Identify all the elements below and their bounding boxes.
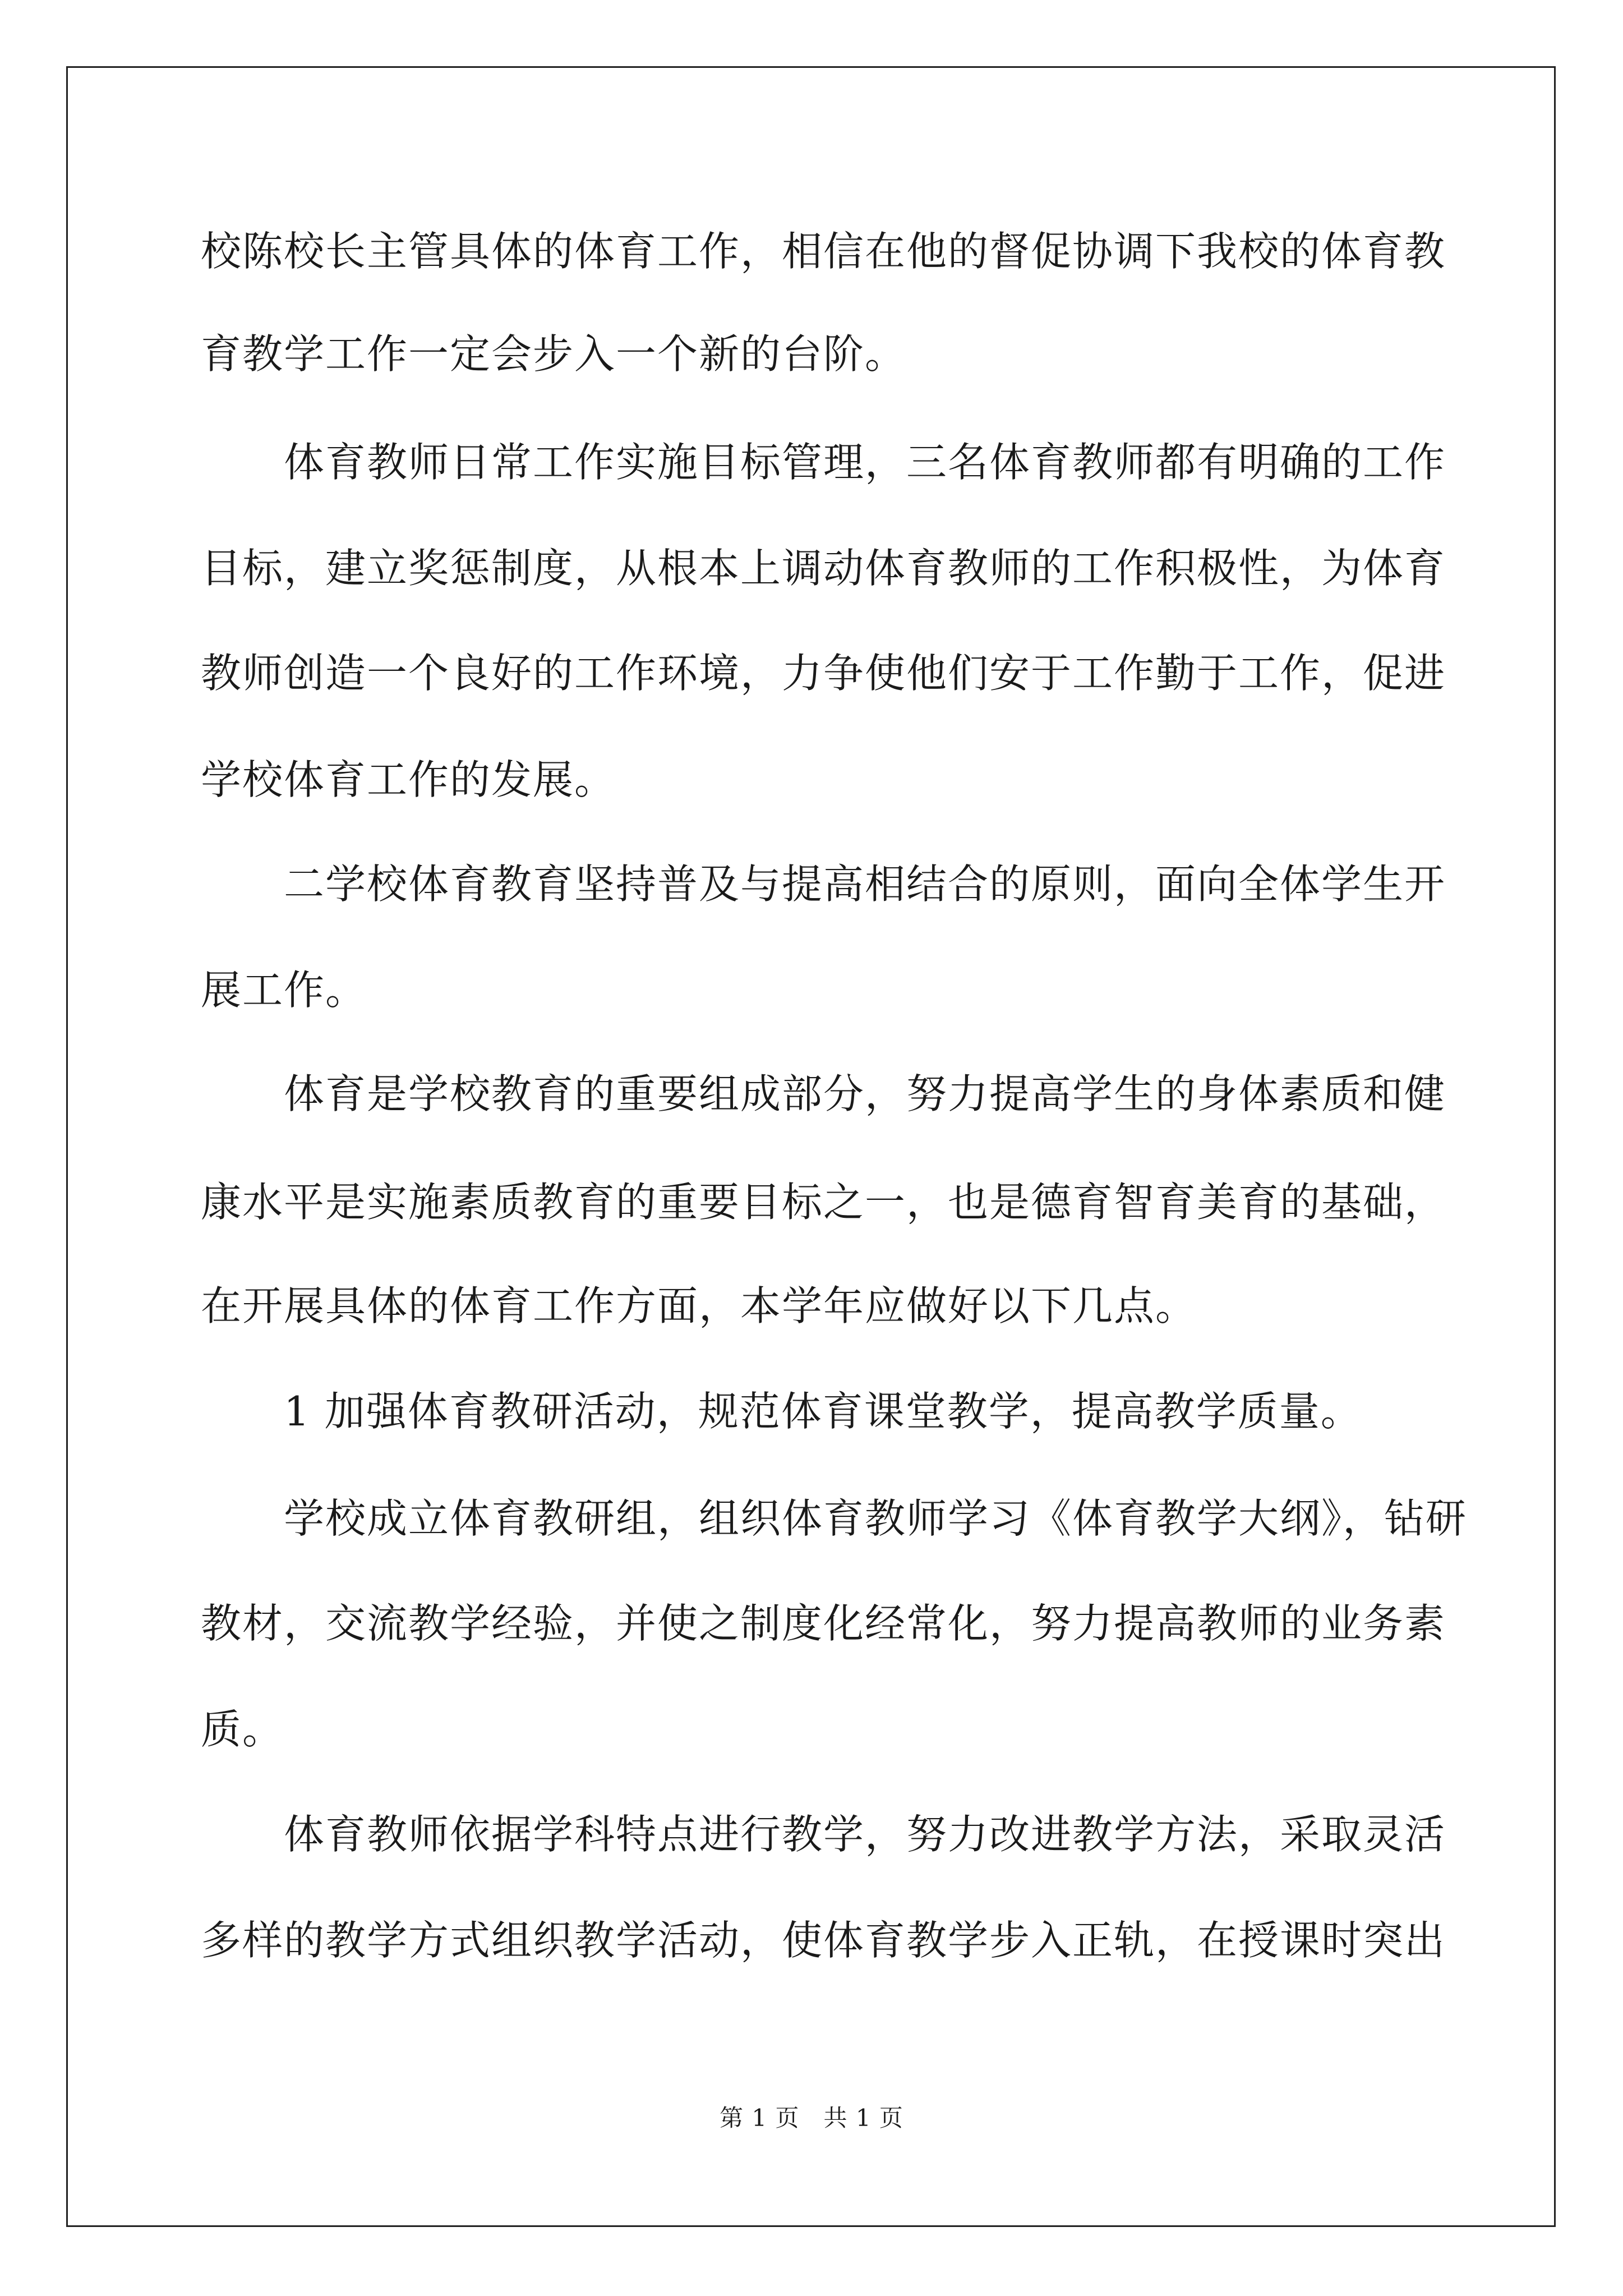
text-line: 学校成立体育教研组，组织体育教师学习《体育教学大纲》，钻研 [201,1495,1468,1542]
text-line: 校陈校长主管具体的体育工作，相信在他的督促协调下我校的体育教 [201,228,1446,275]
page-number-footer: 第 1 页 共 1 页 [720,2104,903,2132]
text-line: 教师创造一个良好的工作环境，力争使他们安于工作勤于工作，促进 [201,650,1446,697]
text-line: 育教学工作一定会步入一个新的台阶。 [201,330,907,378]
text-line: 1 加强体育教研活动，规范体育课堂教学，提高教学质量。 [201,1388,1362,1435]
text-line: 学校体育工作的发展。 [201,756,616,803]
text-line: 在开展具体的体育工作方面，本学年应做好以下几点。 [201,1282,1197,1329]
text-line: 质。 [201,1706,284,1753]
page-frame [66,66,1556,2227]
text-line: 目标，建立奖惩制度，从根本上调动体育教师的工作积极性，为体育 [201,545,1446,592]
text-line: 体育是学校教育的重要组成部分，努力提高学生的身体素质和健 [201,1070,1446,1117]
text-line: 体育教师依据学科特点进行教学，努力改进教学方法，采取灵活 [201,1811,1446,1858]
text-line: 二学校体育教育坚持普及与提高相结合的原则，面向全体学生开 [201,861,1446,908]
text-line: 康水平是实施素质教育的重要目标之一，也是德育智育美育的基础， [201,1179,1446,1226]
text-line: 展工作。 [201,967,367,1014]
text-line: 教材，交流教学经验，并使之制度化经常化，努力提高教师的业务素 [201,1600,1446,1647]
text-line: 多样的教学方式组织教学活动，使体育教学步入正轨，在授课时突出 [201,1917,1446,1964]
text-line: 体育教师日常工作实施目标管理，三名体育教师都有明确的工作 [201,439,1446,486]
